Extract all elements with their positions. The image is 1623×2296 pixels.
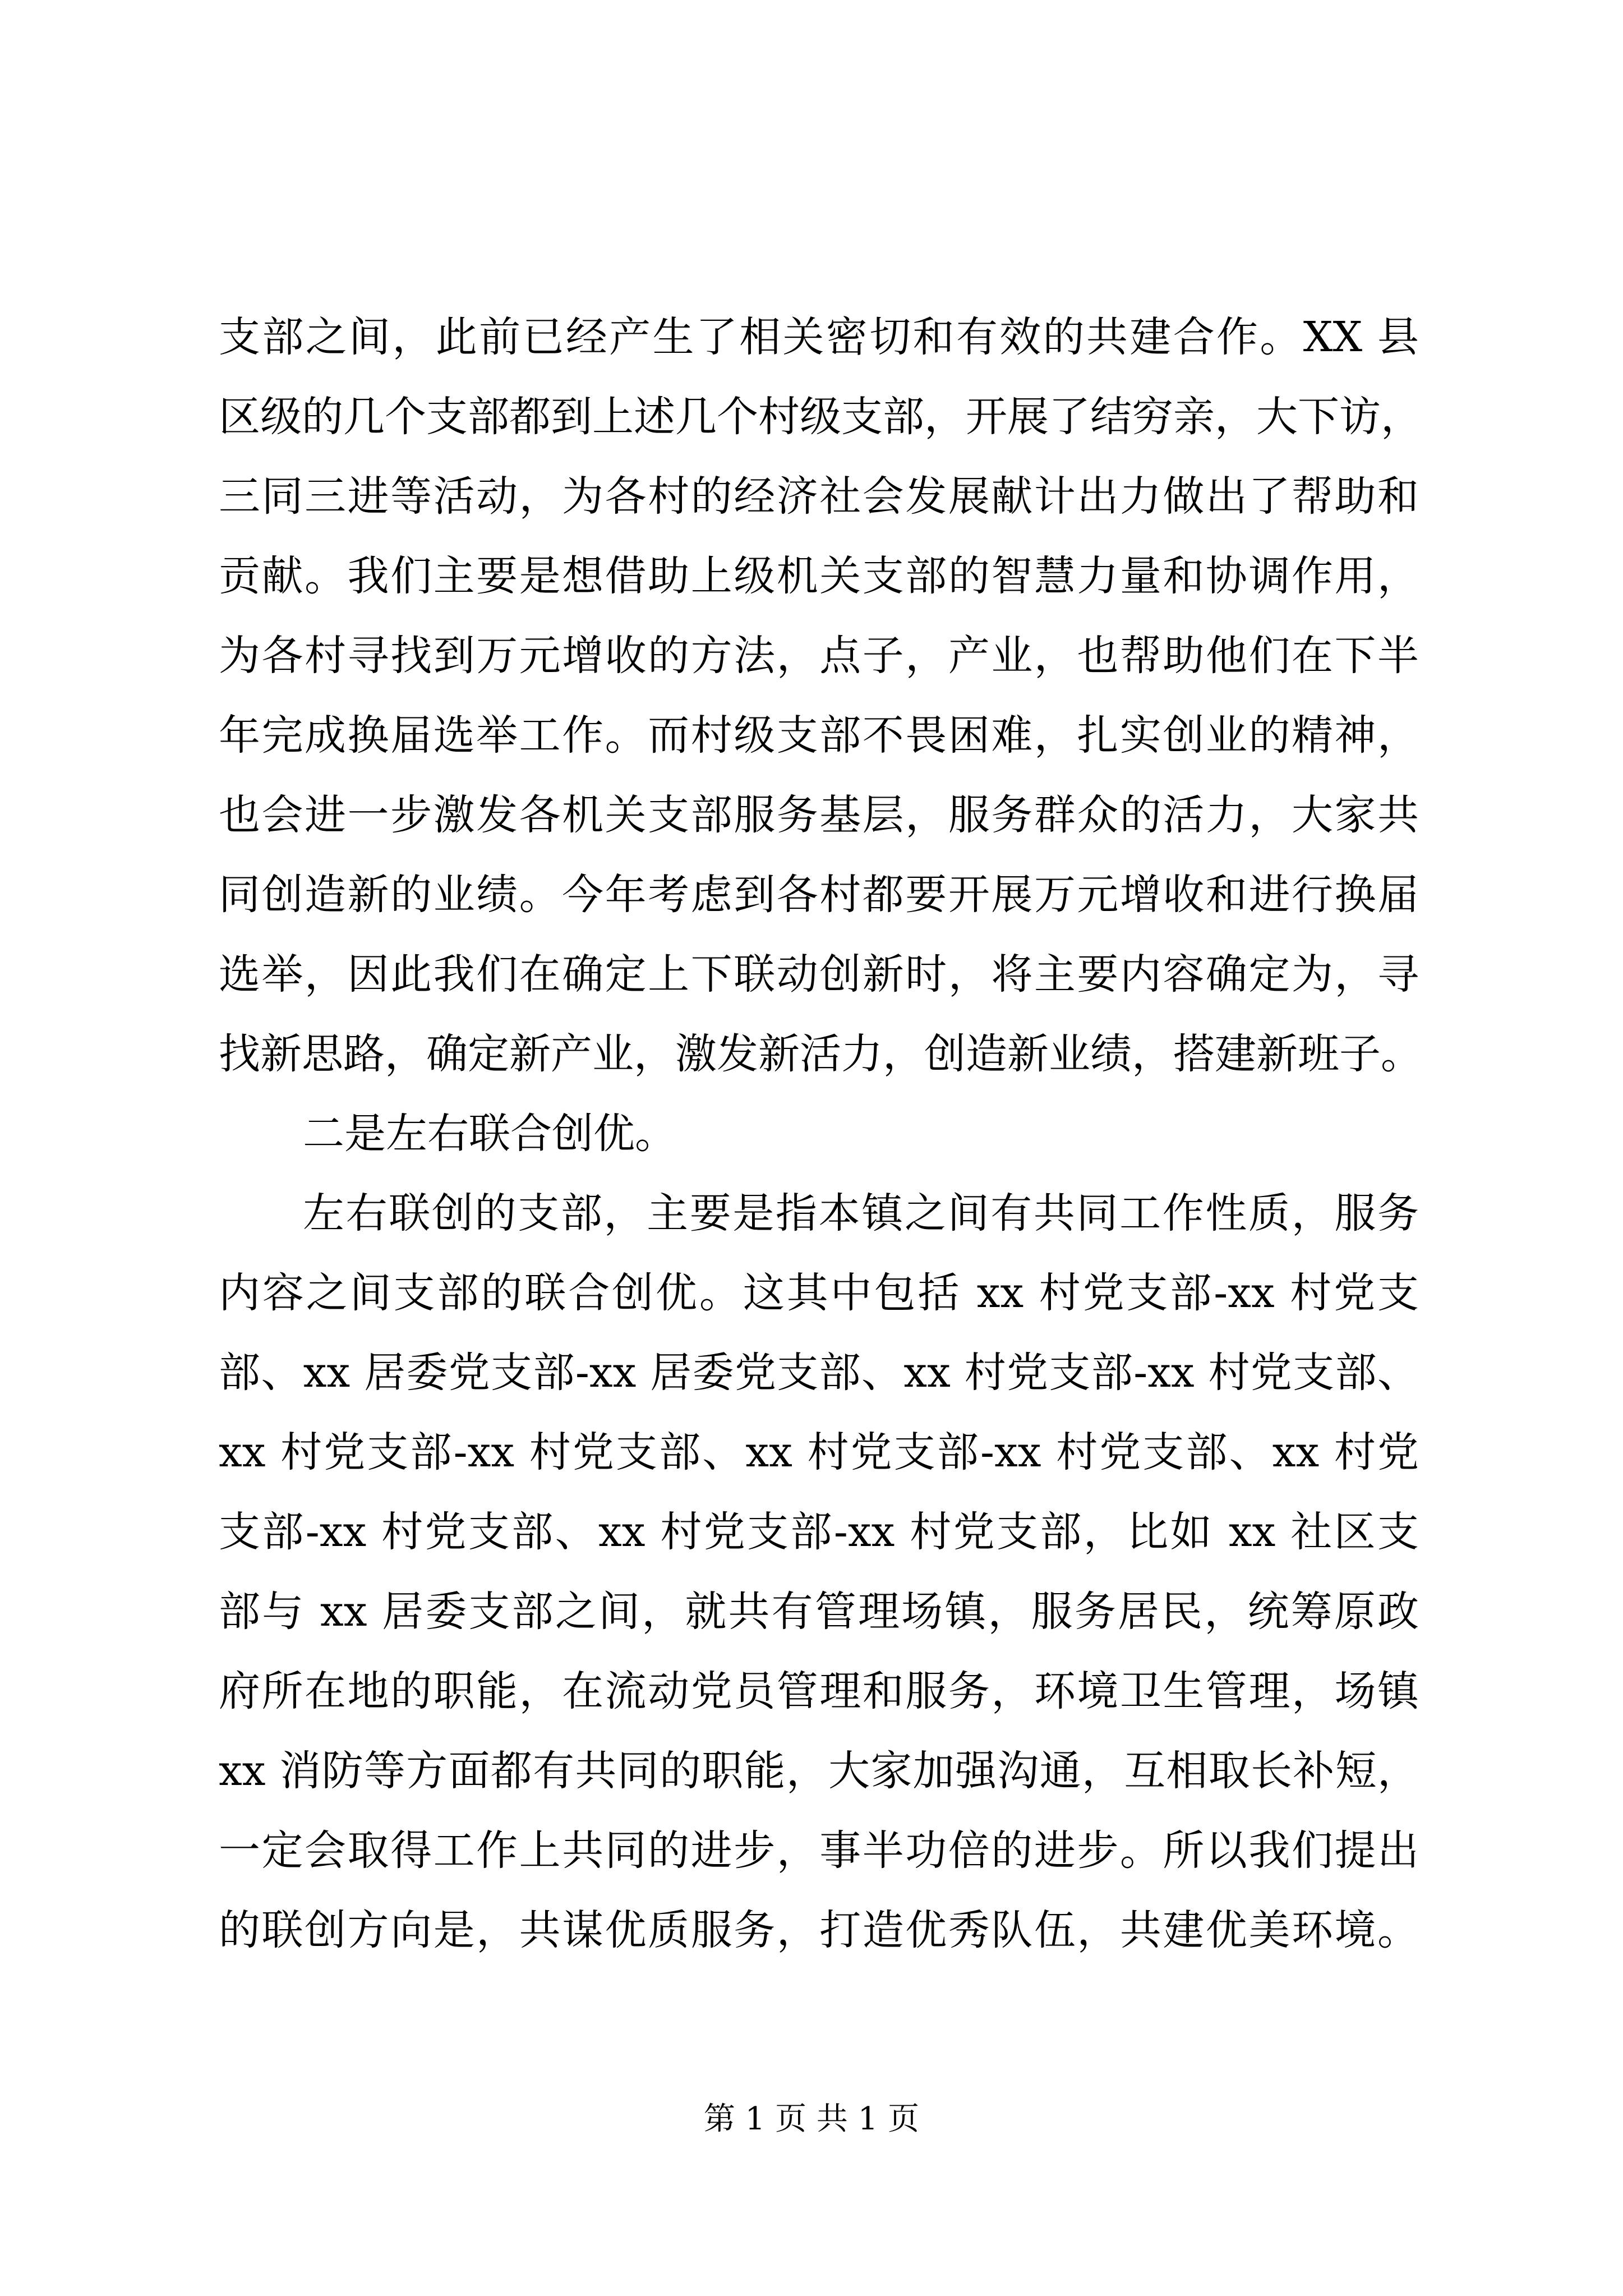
text-line-10: 找新思路，确定新产业，激发新活力，创造新业绩，搭建新班子。 (219, 1030, 1422, 1078)
section-heading: 二是左右联合创优。 (303, 1110, 676, 1158)
text-line-12: 左右联创的支部，主要是指本镇之间有共同工作性质，服务 (303, 1189, 1419, 1237)
text-line-4: 贡献。我们主要是想借助上级机关支部的智慧力量和协调作用， (219, 552, 1419, 600)
text-line-3: 三同三进等活动，为各村的经济社会发展献计出力做出了帮助和 (219, 472, 1419, 521)
text-line-14: 部、xx 居委党支部-xx 居委党支部、xx 村党支部-xx 村党支部、 (219, 1349, 1419, 1397)
page-footer: 第 1 页 共 1 页 (703, 2101, 920, 2137)
text-line-2: 区级的几个支部都到上述几个村级支部，开展了结穷亲，大下访， (219, 393, 1422, 441)
text-line-21: 的联创方向是，共谋优质服务，打造优秀队伍，共建优美环境。 (219, 1906, 1419, 1954)
text-line-7: 也会进一步激发各机关支部服务基层，服务群众的活力，大家共 (219, 791, 1419, 839)
text-line-1: 支部之间，此前已经产生了相关密切和有效的共建合作。XX 县 (219, 313, 1419, 361)
text-line-18: 府所在地的职能，在流动党员管理和服务，环境卫生管理，场镇 (219, 1667, 1419, 1715)
text-line-5: 为各村寻找到万元增收的方法，点子，产业，也帮助他们在下半 (219, 632, 1419, 680)
text-line-8: 同创造新的业绩。今年考虑到各村都要开展万元增收和进行换届 (219, 871, 1419, 919)
text-line-19: xx 消防等方面都有共同的职能，大家加强沟通，互相取长补短， (219, 1747, 1419, 1795)
text-line-13: 内容之间支部的联合创优。这其中包括 xx 村党支部-xx 村党支 (219, 1269, 1419, 1317)
text-line-17: 部与 xx 居委支部之间，就共有管理场镇，服务居民，统筹原政 (219, 1588, 1419, 1636)
text-line-16: 支部-xx 村党支部、xx 村党支部-xx 村党支部，比如 xx 社区支 (219, 1508, 1419, 1556)
text-line-6: 年完成换届选举工作。而村级支部不畏困难，扎实创业的精神， (219, 711, 1419, 760)
text-line-9: 选举，因此我们在确定上下联动创新时，将主要内容确定为，寻 (219, 950, 1419, 999)
body-text (219, 297, 1422, 1970)
text-line-15: xx 村党支部-xx 村党支部、xx 村党支部-xx 村党支部、xx 村党 (219, 1428, 1419, 1476)
text-line-20: 一定会取得工作上共同的进步，事半功倍的进步。所以我们提出 (219, 1826, 1419, 1875)
